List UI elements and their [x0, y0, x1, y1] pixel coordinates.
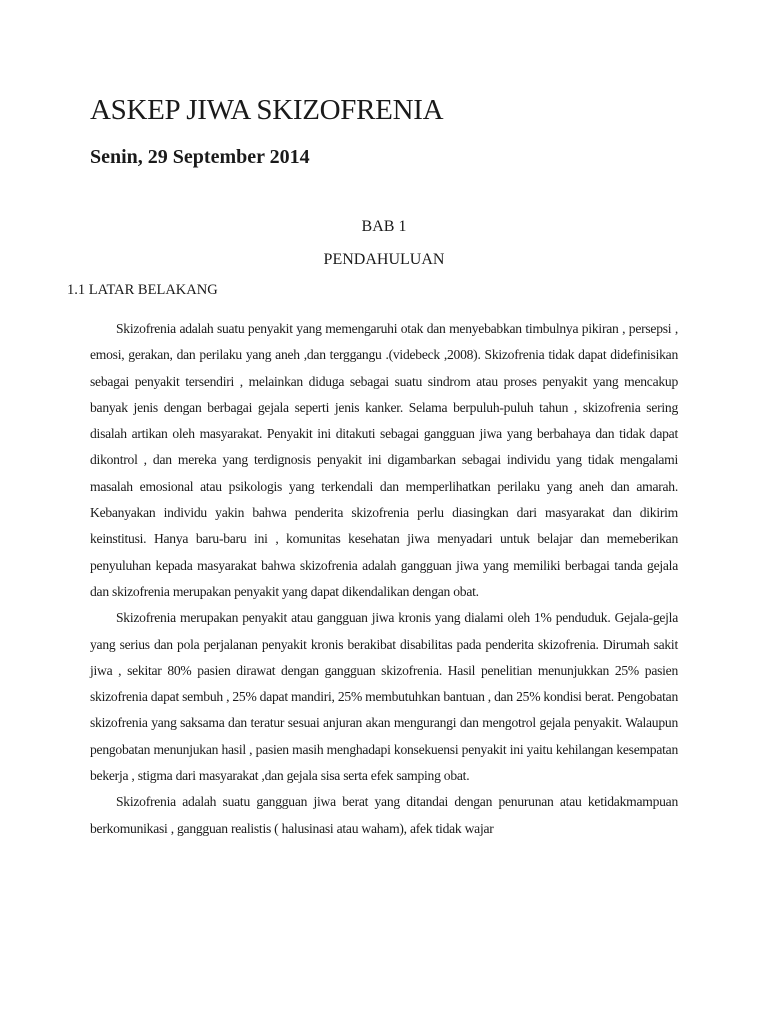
paragraph: Skizofrenia adalah suatu penyakit yang memengaruhi otak dan menyebabkan timbulnya pikiran , persepsi , emosi, gerakan, dan perilaku yang aneh ,dan terggangu .(videbeck ,2008). Skizofrenia tidak dapat didefinisikan sebagai penyakit tersendiri , melainkan diduga sebagai suatu sindrom atau proses penyakit yang mencakup banyak jenis dengan berbagai gejala seperti jenis kanker. Selama berpuluh-puluh tahun , skizofrenia sering disalah artikan oleh masyarakat. Penyakit ini ditakuti sebagai gangguan jiwa yang berbahaya dan tidak dapat dikontrol , dan mereka yang terdignosis penyakit ini digambarkan sebagai individu yang tidak mengalami masalah emosional atau psikologis yang terkendali dan memperlihatkan perilaku yang aneh dan amarah. Kebanyakan individu yakin bahwa penderita skizofrenia perlu diasingkan dari masyarakat dan dikirim keinstitusi. Hanya baru-baru ini , komunitas kesehatan jiwa menyadari untuk belajar dan memeberikan penyuluhan kepada masyarakat bahwa skizofrenia adalah gangguan jiwa yang memiliki berbagai tanda gejala dan skizofrenia merupakan penyakit yang dapat dikendalikan dengan obat. — [90, 321, 678, 599]
chapter-title: PENDAHULUAN — [323, 251, 445, 268]
section-heading: 1.1 LATAR BELAKANG — [67, 282, 218, 298]
chapter-number: BAB 1 — [361, 218, 407, 235]
paragraph: Skizofrenia merupakan penyakit atau gangguan jiwa kronis yang dialami oleh 1% penduduk. Gejala-gejla yang serius dan pola perjalanan penyakit kronis berakibat disabilitas pada penderita skizofrenia. Dirumah sakit jiwa , sekitar 80% pasien dirawat dengan gangguan skizofrenia. Hasil penelitian menunjukkan 25% pasien skizofrenia dapat sembuh , 25% dapat mandiri, 25% membutuhkan bantuan , dan 25% kondisi berat. Pengobatan skizofrenia yang saksama dan teratur sesuai anjuran akan mengurangi dan mengotrol gejala penyakit. Walaupun pengobatan menunjukan hasil , pasien masih menghadapi konsekuensi penyakit ini yaitu kehilangan kesempatan bekerja , stigma dari masyarakat ,dan gejala sisa serta efek samping obat. — [90, 610, 678, 784]
document-title: ASKEP JIWA SKIZOFRENIA — [90, 94, 444, 126]
body-text — [90, 316, 678, 842]
paragraph: Skizofrenia adalah suatu gangguan jiwa berat yang ditandai dengan penurunan atau ketidakmampuan berkomunikasi , gangguan realistis ( halusinasi atau waham), afek tidak wajar — [90, 794, 678, 836]
document-date: Senin, 29 September 2014 — [90, 146, 310, 168]
